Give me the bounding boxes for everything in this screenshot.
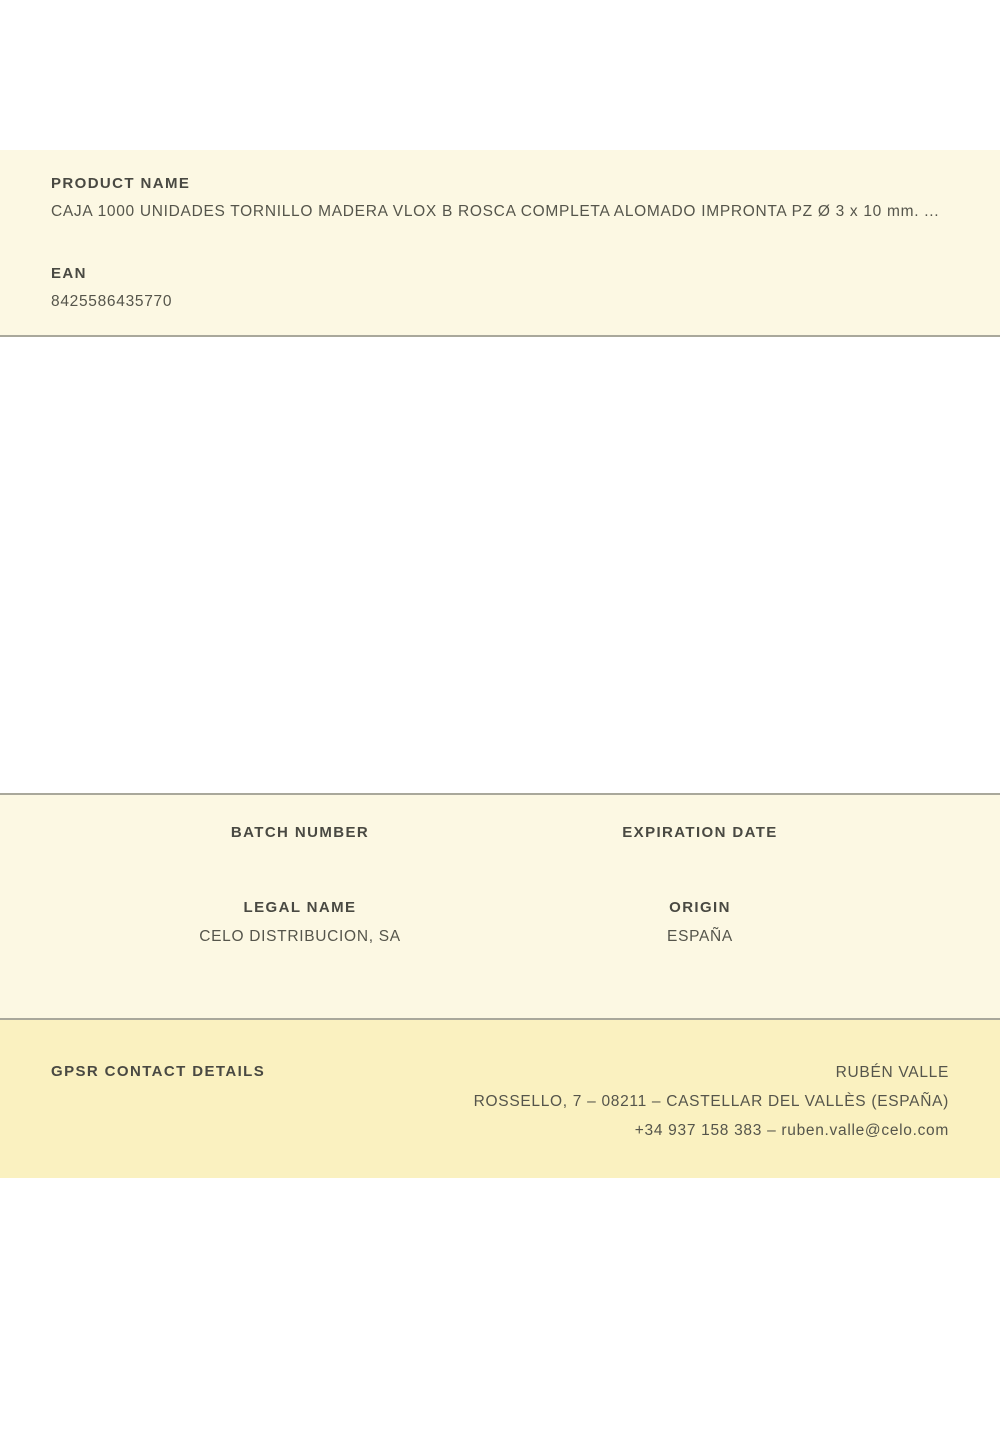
legal-name-field [100,900,500,945]
batch-number-label: BATCH NUMBER [230,824,370,841]
legal-name-label: LEGAL NAME [243,899,357,916]
gpsr-contact-block [474,1064,949,1151]
origin-field [500,900,900,945]
product-name-label: PRODUCT NAME [51,175,191,192]
expiration-date-field [500,825,900,840]
gpsr-contact-name: RUBÉN VALLE [835,1064,949,1081]
batch-number-field [100,825,500,840]
ean-field [51,266,949,310]
gpsr-title: GPSR CONTACT DETAILS [51,1063,266,1080]
origin-label: ORIGIN [669,899,731,916]
product-name-field [51,176,949,220]
product-name-value: CAJA 1000 UNIDADES TORNILLO MADERA VLOX B ROSCA COMPLETA ALOMADO IMPRONTA PZ Ø 3 x 10 mm. ... [51,203,940,220]
gpsr-contact-phone-email: +34 937 158 383 – ruben.valle@celo.com [634,1122,949,1139]
gpsr-row [51,1064,949,1151]
page-blank-gap [0,337,1000,793]
batch-expiration-row [100,825,900,840]
product-details-panel [0,150,1000,337]
gpsr-contact-address: ROSSELLO, 7 – 08211 – CASTELLAR DEL VALLÈS (ESPAÑA) [473,1093,949,1110]
origin-value: ESPAÑA [667,928,733,945]
expiration-date-label: EXPIRATION DATE [622,824,778,841]
ean-label: EAN [51,265,87,282]
product-info-page [0,150,1000,1178]
ean-value: 8425586435770 [51,293,173,310]
legal-name-value: CELO DISTRIBUCION, SA [199,928,401,945]
gpsr-panel [0,1020,1000,1178]
traceability-panel [0,793,1000,1020]
legal-origin-row [100,900,900,945]
